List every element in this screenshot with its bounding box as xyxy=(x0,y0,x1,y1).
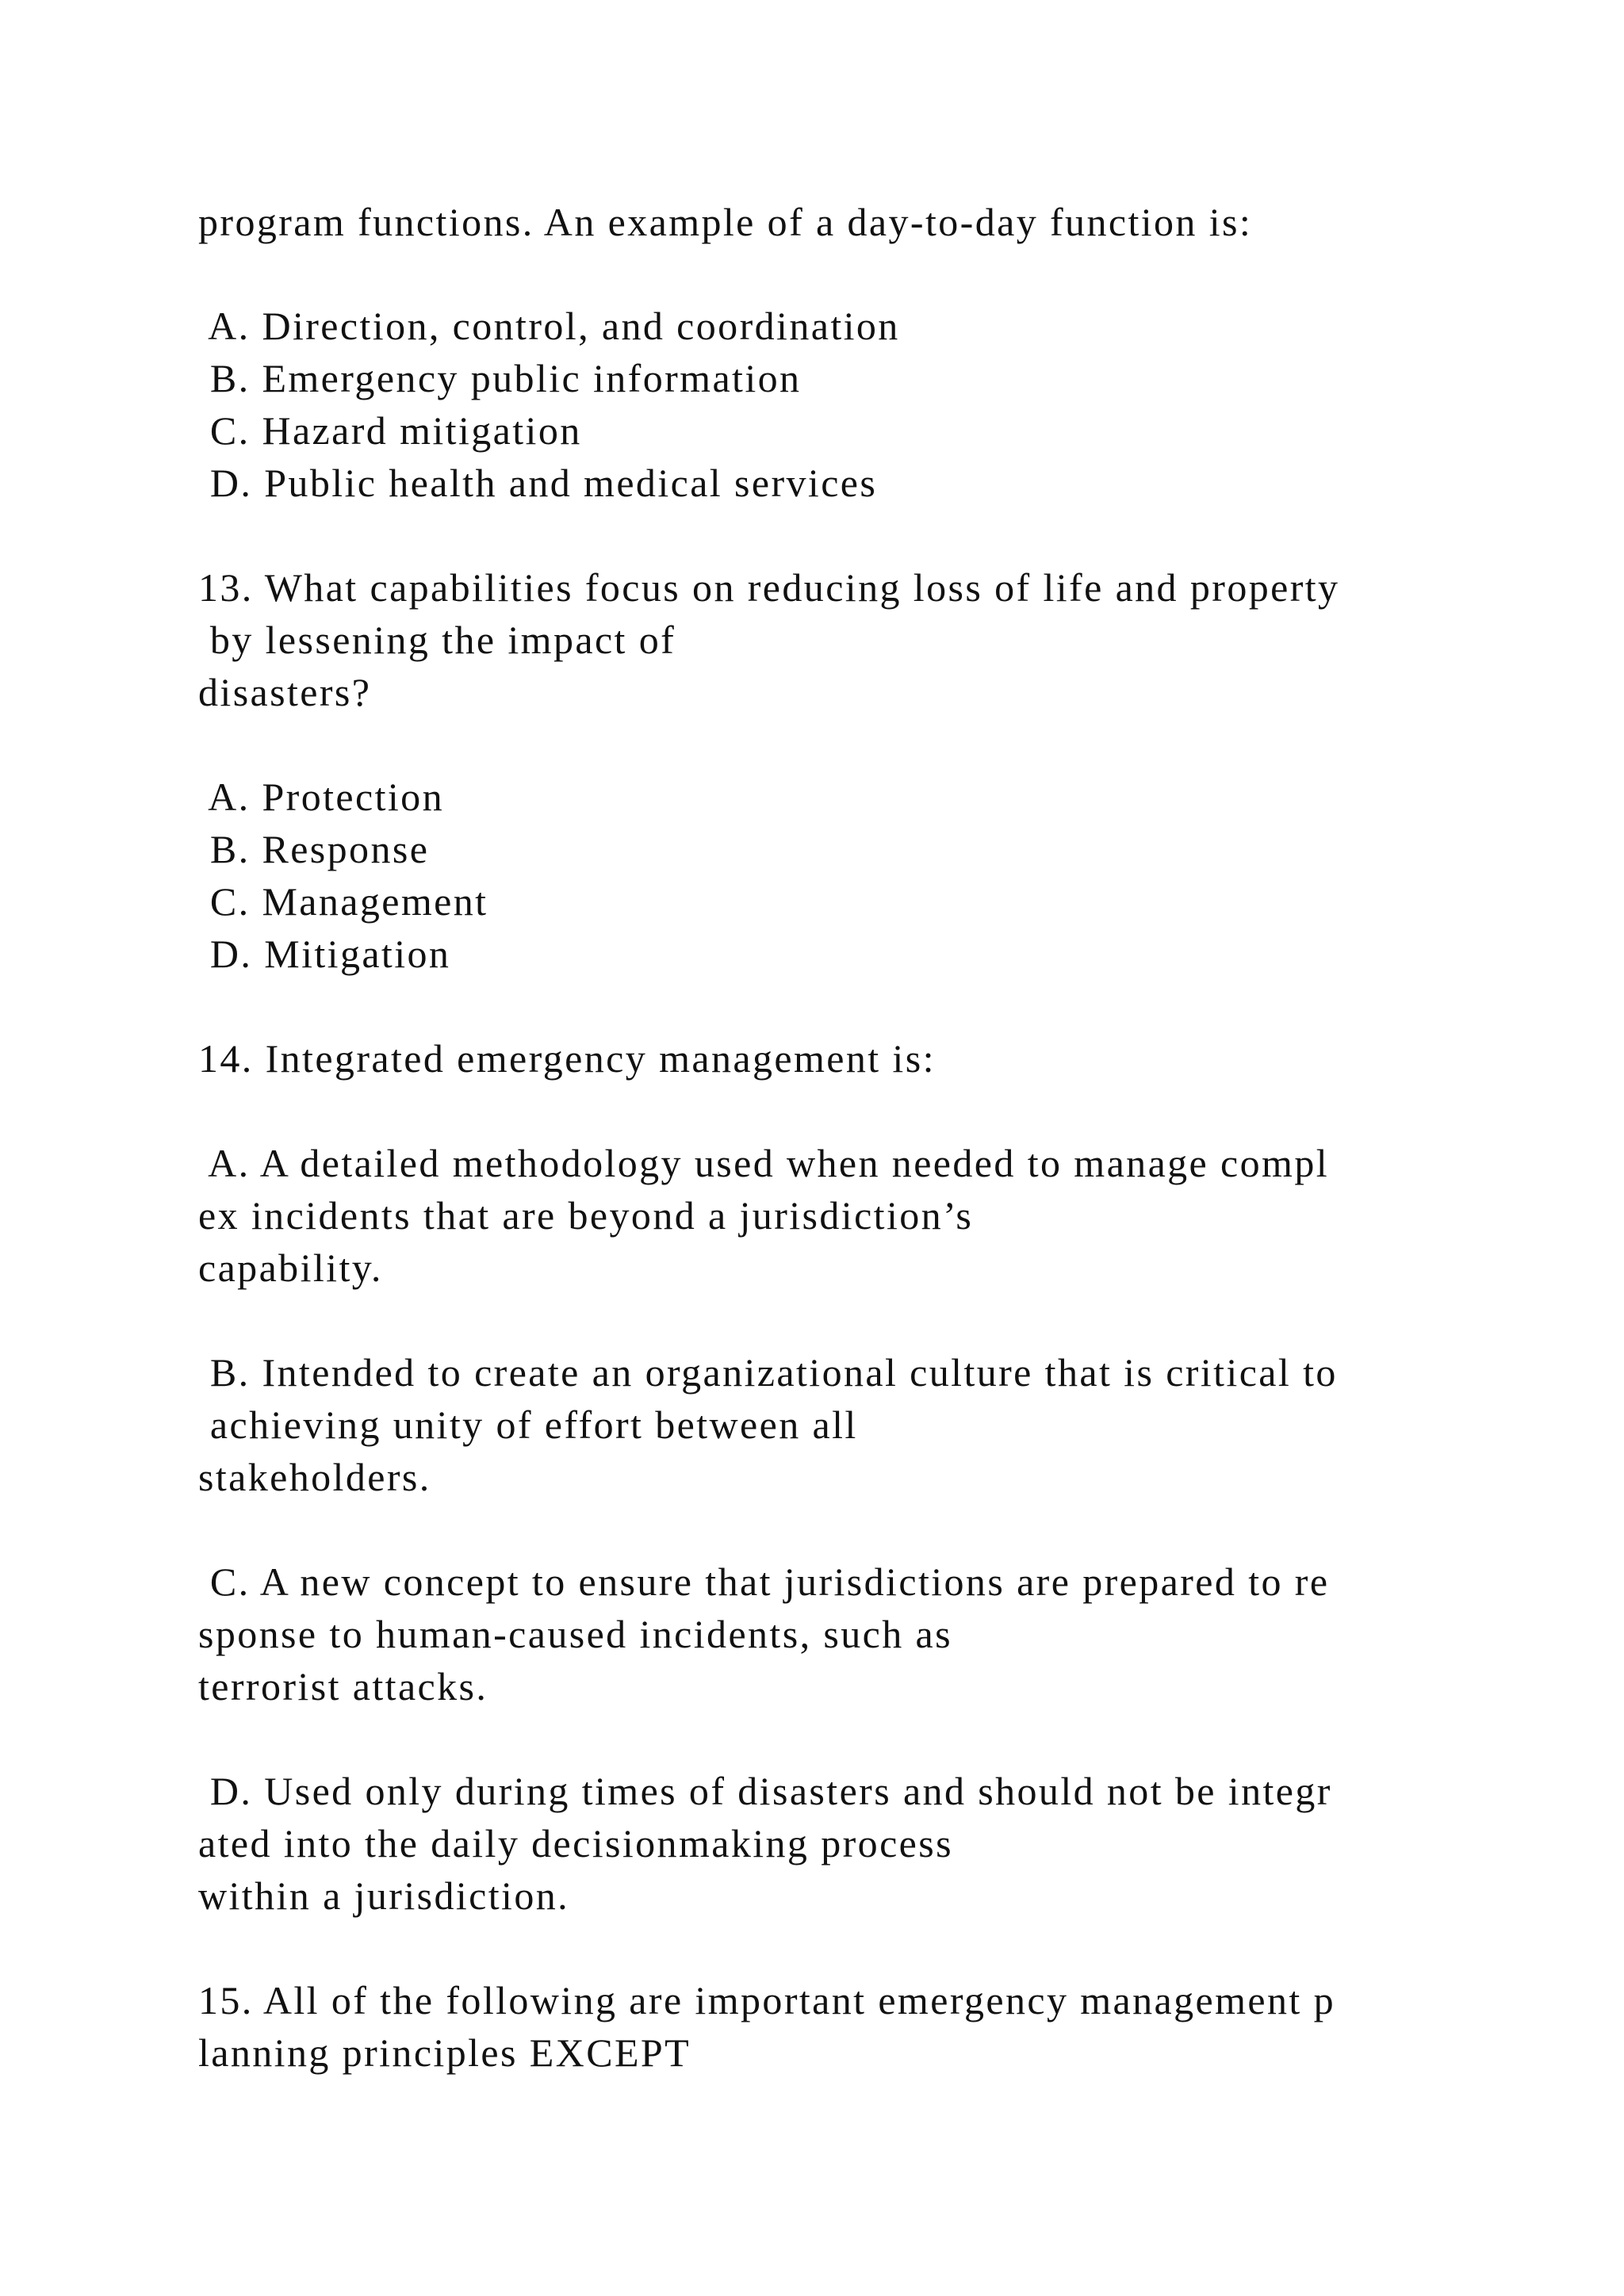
q13-question-line-3: disasters? xyxy=(198,670,372,714)
q14-option-b-line-1: B. Intended to create an organizational culture that is critical to xyxy=(198,1350,1338,1395)
intro-text-line: program functions. An example of a day-to-day function is: xyxy=(198,200,1253,244)
q15-question-line-2: lanning principles EXCEPT xyxy=(198,2030,691,2075)
q14-option-b-line-2: achieving unity of effort between all xyxy=(198,1402,858,1447)
q14-option-a-line-2: ex incidents that are beyond a jurisdiction’s xyxy=(198,1193,974,1238)
q14-option-c-line-1: C. A new concept to ensure that jurisdictions are prepared to re xyxy=(198,1559,1330,1604)
q12-option-d: D. Public health and medical services xyxy=(198,461,878,505)
q14-option-d-line-2: ated into the daily decisionmaking process xyxy=(198,1821,953,1866)
q13-question-line-1: 13. What capabilities focus on reducing loss of life and property xyxy=(198,565,1340,610)
q14-option-d-line-3: within a jurisdiction. xyxy=(198,1873,570,1918)
q13-option-b: B. Response xyxy=(198,827,430,871)
q14-option-c-line-2: sponse to human-caused incidents, such as xyxy=(198,1612,952,1656)
q12-option-a: A. Direction, control, and coordination xyxy=(198,304,900,348)
q12-option-b: B. Emergency public information xyxy=(198,356,802,400)
q14-option-c-line-3: terrorist attacks. xyxy=(198,1664,488,1709)
q13-option-c: C. Management xyxy=(198,879,488,924)
q14-option-d-line-1: D. Used only during times of disasters and should not be integr xyxy=(198,1769,1332,1813)
q14-option-b-line-3: stakeholders. xyxy=(198,1455,431,1499)
q14-option-a-line-3: capability. xyxy=(198,1246,383,1290)
q12-option-c: C. Hazard mitigation xyxy=(198,408,582,453)
q14-question-line: 14. Integrated emergency management is: xyxy=(198,1036,936,1081)
q13-question-line-2: by lessening the impact of xyxy=(198,618,676,662)
q13-option-d: D. Mitigation xyxy=(198,932,451,976)
q14-option-a-line-1: A. A detailed methodology used when needed to manage compl xyxy=(198,1141,1330,1185)
q15-question-line-1: 15. All of the following are important emergency management p xyxy=(198,1978,1335,2022)
q13-option-a: A. Protection xyxy=(198,775,444,819)
